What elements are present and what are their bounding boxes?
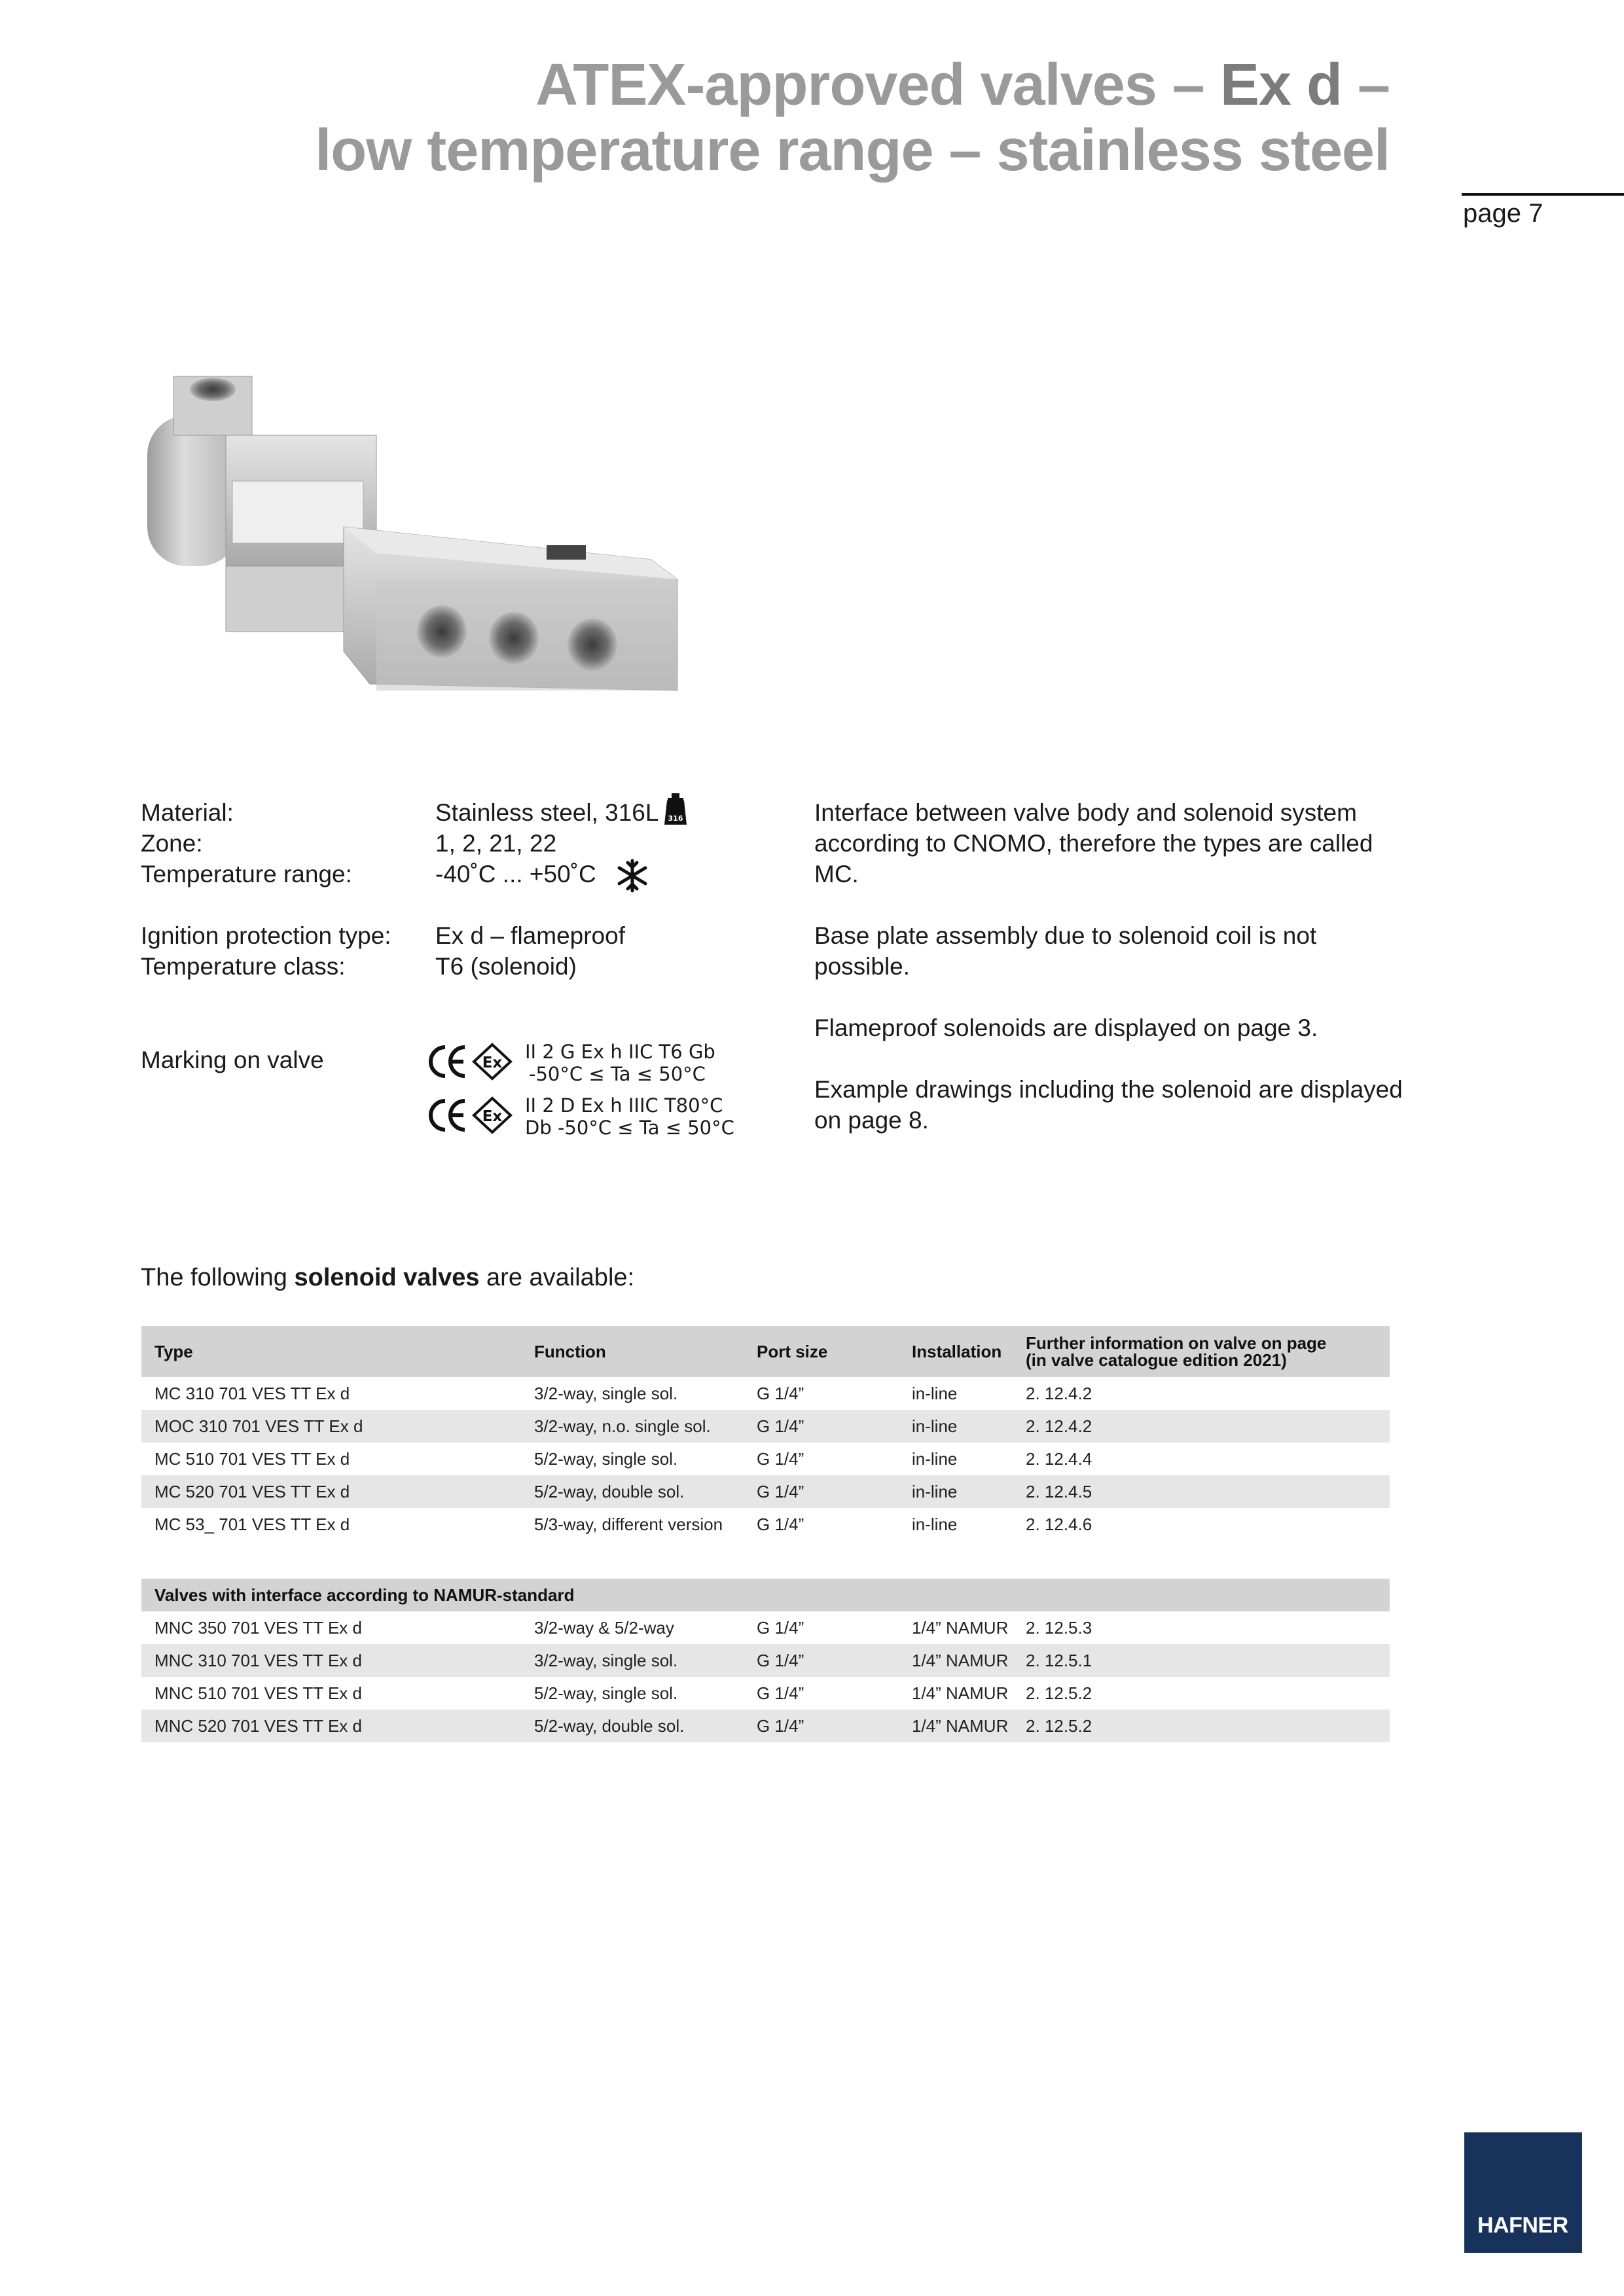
- table-row: MNC 510 701 VES TT Ex d 5/2-way, single sol. G 1/4” 1/4” NAMUR 2. 12.5.2: [154, 1683, 1092, 1703]
- table-row: MOC 310 701 VES TT Ex d 3/2-way, n.o. single sol. G 1/4” in-line 2. 12.4.2: [141, 1410, 1390, 1443]
- col-function: Function: [534, 1341, 606, 1361]
- temperature-range-value: -40˚C ... +50˚C: [435, 861, 596, 888]
- hafner-logo: HAFNER: [1464, 2132, 1582, 2253]
- material-label: Material:: [141, 799, 234, 826]
- col-port-size: Port size: [757, 1341, 828, 1361]
- table-row: MC 53_ 701 VES TT Ex d 5/3-way, different version G 1/4” in-line 2. 12.4.6: [154, 1514, 1092, 1534]
- title-emphasis: Ex d: [1219, 52, 1342, 118]
- page-number: page 7: [1463, 199, 1543, 228]
- ce-ex-mark-2: [427, 1096, 518, 1135]
- weight-316-icon: [664, 793, 687, 825]
- valve-product-image: [134, 363, 697, 704]
- page-title-line1: ATEX-approved valves – Ex d –: [535, 52, 1390, 118]
- temperature-range-label: Temperature range:: [141, 861, 352, 888]
- temperature-class-label: Temperature class:: [141, 953, 346, 980]
- table-row: MNC 520 701 VES TT Ex d 5/2-way, double sol. G 1/4” 1/4” NAMUR 2. 12.5.2: [141, 1710, 1390, 1742]
- ce-ex-mark-1: [427, 1042, 518, 1081]
- weight-icon-text: 316: [668, 814, 683, 823]
- col-installation: Installation: [912, 1341, 1002, 1361]
- table-row: MNC 310 701 VES TT Ex d 3/2-way, single sol. G 1/4” 1/4” NAMUR 2. 12.5.1: [141, 1644, 1390, 1677]
- zone-label: Zone:: [141, 830, 203, 857]
- material-value: Stainless steel, 316L: [435, 799, 659, 826]
- note-flameproof-solenoids: Flameproof solenoids are displayed on page 3.: [814, 1014, 1318, 1041]
- note-cnomo-interface: Interface between valve body and solenoid system according to CNOMO, therefore the types are called MC.: [814, 799, 1373, 888]
- col-type: Type: [154, 1341, 193, 1361]
- marking-gas-line2: -50°C ≤ Ta ≤ 50°C: [529, 1063, 706, 1085]
- zone-value: 1, 2, 21, 22: [435, 830, 557, 857]
- table-intro: The following solenoid valves are available:: [141, 1264, 635, 1291]
- ex-mark-text: Ex: [482, 1054, 503, 1071]
- note-base-plate: Base plate assembly due to solenoid coil is not possible.: [814, 922, 1317, 980]
- snowflake-icon: [615, 859, 649, 893]
- table-row: MNC 350 701 VES TT Ex d 3/2-way & 5/2-way G 1/4” 1/4” NAMUR 2. 12.5.3: [154, 1617, 1092, 1638]
- page-title-line2: low temperature range – stainless steel: [315, 118, 1390, 183]
- ignition-protection-label: Ignition protection type:: [141, 922, 391, 949]
- header-rule: [1462, 193, 1624, 196]
- table-header: [141, 1326, 1390, 1377]
- marking-dust-line2: Db -50°C ≤ Ta ≤ 50°C: [525, 1117, 734, 1139]
- namur-section-header: Valves with interface according to NAMUR-standard: [141, 1579, 1390, 1611]
- table-row: MC 310 701 VES TT Ex d 3/2-way, single sol. G 1/4” in-line 2. 12.4.2: [154, 1383, 1092, 1403]
- table-row: MC 510 701 VES TT Ex d 5/2-way, single sol. G 1/4” in-line 2. 12.4.4: [154, 1448, 1092, 1469]
- ex-mark-text: Ex: [482, 1108, 503, 1125]
- temperature-class-value: T6 (solenoid): [435, 953, 577, 980]
- col-further-info: Further information on valve on page (in valve catalogue edition 2021): [1026, 1333, 1327, 1370]
- table-row: MC 520 701 VES TT Ex d 5/2-way, double sol. G 1/4” in-line 2. 12.4.5: [141, 1475, 1390, 1508]
- marking-label: Marking on valve: [141, 1047, 324, 1073]
- valve-table: [141, 1326, 1390, 1742]
- note-example-drawings: Example drawings including the solenoid are displayed on page 8.: [814, 1076, 1403, 1134]
- marking-dust-line1: II 2 D Ex h IIIC T80°C: [525, 1094, 723, 1117]
- ignition-protection-value: Ex d – flameproof: [435, 922, 625, 949]
- marking-gas-line1: II 2 G Ex h IIC T6 Gb: [525, 1041, 715, 1063]
